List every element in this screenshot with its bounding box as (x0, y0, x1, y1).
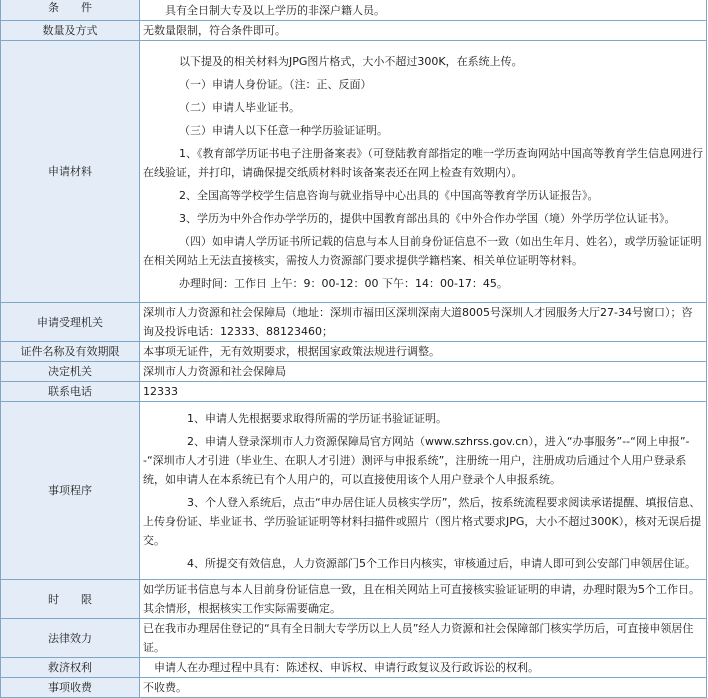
row-fees (1, 678, 707, 698)
row-quantity (1, 21, 707, 41)
materials-subitem-2: 2、全国高等学校学生信息咨询与就业指导中心出具的《中国高等教育学历认证报告》。 (179, 189, 599, 202)
row-phone (1, 382, 707, 402)
value-conditions: 具有全日制大专及以上学历的非深户籍人员。 (140, 0, 707, 21)
row-decision (1, 362, 707, 382)
value-phone: 12333 (140, 382, 707, 402)
row-certificate (1, 342, 707, 362)
label-conditions: 条 件 (1, 0, 140, 21)
row-rights (1, 658, 707, 678)
value-decision: 深圳市人力资源和社会保障局 (140, 362, 707, 382)
value-procedure (140, 402, 707, 580)
procedure-step-2: 2、申请人登录深圳市人力资源保障局官方网站（www.szhrss.gov.cn），进入“办事服务”--“网上申报”--“深圳市人才引进（毕业生、在职人才引进）测评与申报系统”，注册统一用户，注册成功后通过个人用户登录系统，如申请人在本系统已有个人用户的，可以直接使用该个人用户登录个人申报系统。 (143, 434, 690, 486)
materials-subitem-1: 1、《教育部学历证书电子注册备案表》（可登陆教育部指定的唯一学历查询网站中国高等教育学生信息网进行在线验证，并打印，请确保提交纸质材料时该备案表还在网上检查有效期内）。 (143, 147, 703, 179)
procedure-step-4: 4、所提交有效信息，人力资源部门5个工作日内核实，审核通过后，申请人即可到公安部门申领居住证。 (187, 556, 696, 570)
value-materials (140, 41, 707, 303)
label-materials: 申请材料 (1, 41, 140, 303)
label-agency: 申请受理机关 (1, 303, 140, 342)
row-procedure (1, 402, 707, 580)
procedure-step-3: 3、个人登入系统后，点击“申办居住证人员核实学历”，然后，按系统流程要求阅读承诺提醒、填报信息、上传身份证、毕业证书、学历验证证明等材料扫描件或照片（图片格式要求JPG，大小不超过300K），核对无误后提交。 (143, 495, 702, 547)
label-quantity: 数量及方式 (1, 21, 140, 41)
value-rights: 申请人在办理过程中具有：陈述权、申诉权、申请行政复议及行政诉讼的权利。 (140, 658, 707, 678)
row-materials (1, 41, 707, 303)
label-decision: 决定机关 (1, 362, 140, 382)
row-agency (1, 303, 707, 342)
materials-subitem-3: 3、学历为中外合作办学学历的，提供中国教育部出具的《中外合作办学国（境）外学历学位认证书》。 (179, 212, 676, 225)
value-time-limit: 如学历证书信息与本人目前身份证信息一致，且在相关网站上可直接核实验证证明的申请，办理时限为5个工作日。其余情形，根据核实工作实际需要确定。 (140, 580, 707, 619)
value-fees: 不收费。 (140, 678, 707, 698)
materials-item-1: （一）申请人身份证。（注：正、反面） (179, 78, 372, 91)
procedure-step-1: 1、申请人先根据要求取得所需的学历证书验证证明。 (187, 411, 447, 425)
label-procedure: 事项程序 (1, 402, 140, 580)
value-certificate: 本事项无证件，无有效期要求，根据国家政策法规进行调整。 (140, 342, 707, 362)
label-certificate: 证件名称及有效期限 (1, 342, 140, 362)
row-time-limit (1, 580, 707, 619)
materials-item-4: （四）如申请人学历证书所记载的信息与本人目前身份证信息不一致（如出生年月、姓名），或学历验证证明在相关网站上无法直接核实，需按人力资源部门要求提供学籍档案、相关单位证明等材料。 (143, 235, 702, 267)
materials-item-2: （二）申请人毕业证书。 (179, 101, 300, 114)
label-phone: 联系电话 (1, 382, 140, 402)
value-quantity: 无数量限制，符合条件即可。 (140, 21, 707, 41)
label-time-limit: 时 限 (1, 580, 140, 619)
value-agency: 深圳市人力资源和社会保障局（地址：深圳市福田区深圳深南大道8005号深圳人才园服务大厅27-34号窗口）；咨询及投诉电话：12333、88123460； (140, 303, 707, 342)
label-rights: 救济权利 (1, 658, 140, 678)
row-legal (1, 619, 707, 658)
materials-hours: 办理时间：工作日 上午：9：00-12：00 下午：14：00-17：45。 (179, 277, 508, 290)
materials-item-3: （三）申请人以下任意一种学历验证证明。 (179, 124, 388, 137)
row-conditions (1, 0, 707, 21)
label-fees: 事项收费 (1, 678, 140, 698)
label-legal: 法律效力 (1, 619, 140, 658)
materials-intro: 以下提及的相关材料为JPG图片格式，大小不超过300K，在系统上传。 (179, 55, 523, 68)
value-legal: 已在我市办理居住登记的“具有全日制大专学历以上人员”经人力资源和社会保障部门核实学历后，可直接申领居住证。 (140, 619, 707, 658)
